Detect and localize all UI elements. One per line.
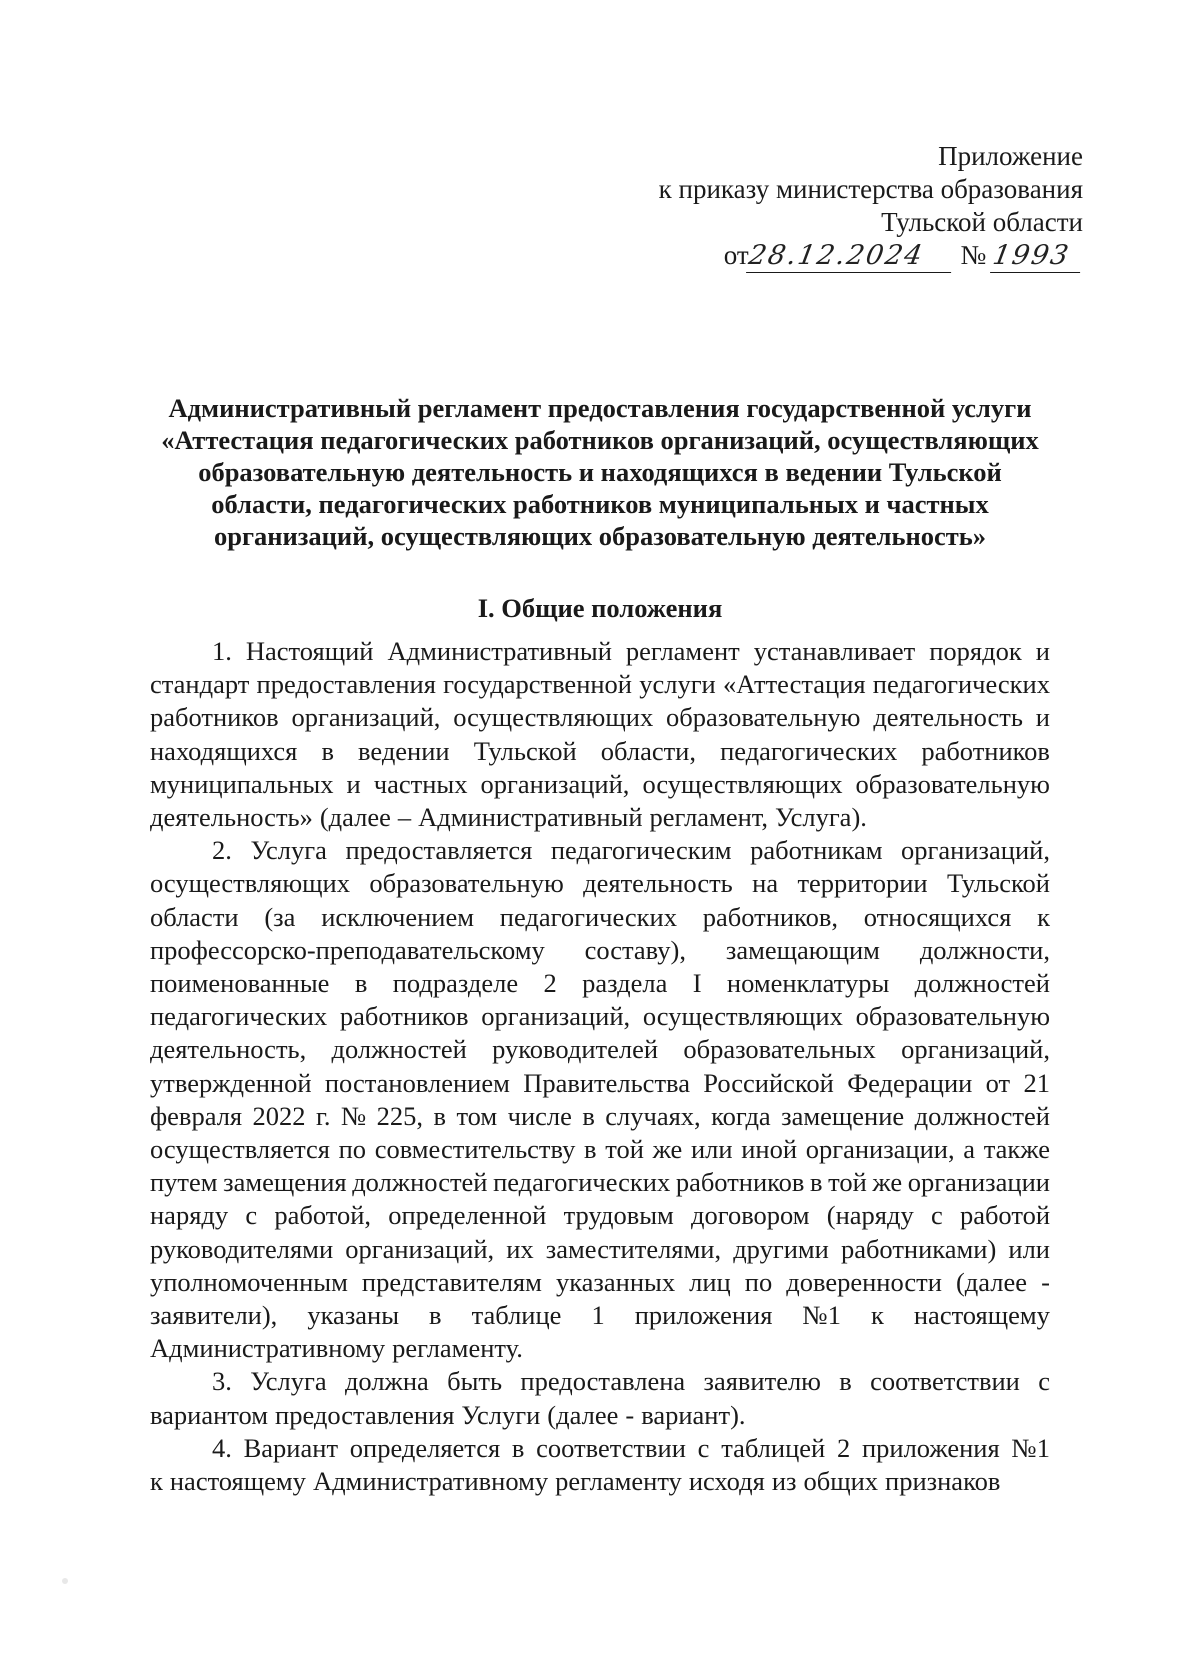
word: работниками)	[840, 1233, 997, 1264]
word: Административный	[387, 636, 612, 666]
word: -	[625, 1399, 635, 1430]
paragraph-number: 3.	[212, 1366, 232, 1397]
word: приложения	[861, 1432, 1000, 1463]
paragraph-line	[150, 768, 1050, 801]
region-name: Тульской области	[881, 207, 1083, 237]
paragraph-line	[150, 701, 1050, 734]
paragraph-line	[150, 1432, 1050, 1465]
word: устанавливает	[753, 636, 916, 666]
word: же	[652, 1134, 683, 1165]
word: заявители),	[150, 1300, 278, 1331]
paragraph-number: 4.	[212, 1432, 232, 1463]
word: с	[930, 1200, 943, 1231]
word: организаций,	[291, 702, 441, 733]
word: предоставления	[256, 669, 436, 700]
word: организаций,	[901, 1034, 1050, 1065]
word: составу),	[584, 934, 686, 965]
word: (далее	[955, 1266, 1028, 1297]
word: Правительства	[523, 1067, 690, 1098]
word: на	[752, 868, 779, 899]
word: –	[397, 802, 412, 833]
word: утвержденной	[150, 1067, 312, 1098]
word: лиц	[689, 1266, 731, 1297]
word: к	[1037, 901, 1050, 932]
paragraph-line	[150, 1166, 1050, 1199]
word: их	[506, 1233, 534, 1264]
word: №	[340, 1100, 367, 1131]
word: руководителей	[492, 1034, 659, 1065]
word: с	[697, 1432, 710, 1463]
word: частных	[373, 768, 468, 799]
word: профессорско-преподавательскому	[150, 934, 545, 965]
word: предоставлена	[520, 1366, 686, 1397]
word: организаций,	[480, 768, 630, 799]
word: и	[1035, 702, 1050, 733]
word: относящихся	[863, 901, 1012, 932]
word: и	[1035, 636, 1050, 666]
date-prefix: от	[723, 240, 749, 270]
word: педагогических	[720, 735, 898, 766]
word: договором	[691, 1200, 810, 1231]
word: работников,	[702, 901, 838, 932]
word: предоставления	[275, 1399, 455, 1430]
word: (далее	[547, 1399, 619, 1430]
word: регламент	[625, 636, 740, 666]
body-text	[150, 635, 1050, 1498]
title-line: Административный регламент предоставления государственной услуги	[168, 393, 1032, 423]
word: февраля	[150, 1100, 243, 1131]
word: же	[872, 1167, 903, 1198]
word: педагогическим	[550, 835, 732, 866]
word: по	[744, 1266, 773, 1297]
word: трудовым	[563, 1200, 674, 1231]
word: в	[321, 735, 334, 766]
word: должностей	[331, 1034, 467, 1065]
word: области,	[600, 735, 696, 766]
word: также	[983, 1134, 1050, 1165]
word: 225,	[376, 1100, 424, 1131]
word: педагогических	[150, 1001, 328, 1032]
word: или	[1008, 1233, 1050, 1264]
appendix-label: Приложение	[938, 141, 1083, 171]
word: или	[690, 1134, 733, 1165]
word: замещение	[781, 1100, 905, 1131]
word: деятельность,	[150, 1034, 307, 1065]
word: в	[354, 968, 368, 999]
word: должна	[344, 1366, 429, 1397]
word: работой	[959, 1200, 1050, 1231]
word: наряду	[150, 1200, 229, 1231]
word: Тульской	[946, 868, 1050, 899]
word: «Аттестация	[722, 669, 866, 700]
word: Административному	[150, 1333, 386, 1364]
word: Федерации	[847, 1067, 973, 1098]
paragraph-line	[150, 1033, 1050, 1066]
word: должностей	[914, 968, 1050, 999]
paragraph-line	[150, 668, 1050, 701]
word: Административному	[312, 1466, 549, 1497]
word: Административный	[418, 802, 643, 833]
paragraph-line	[150, 1067, 1050, 1100]
word: постановлением	[324, 1067, 510, 1098]
word: указанных	[555, 1266, 676, 1297]
word: деятельность»	[150, 802, 313, 833]
word: настоящему	[913, 1300, 1050, 1331]
word: должности,	[919, 934, 1050, 965]
word: уполномоченным	[150, 1266, 348, 1297]
word: номенклатуры	[726, 968, 890, 999]
word: случаях,	[605, 1100, 701, 1131]
paragraph-line	[150, 1199, 1050, 1232]
word: деятельность	[583, 868, 733, 899]
word: образовательную	[666, 702, 861, 733]
word: исключением	[321, 901, 475, 932]
word: в	[582, 1100, 595, 1131]
word: по	[338, 1134, 367, 1165]
word: №1	[802, 1300, 841, 1331]
paragraph-line	[150, 901, 1050, 934]
word: замещения	[223, 1167, 347, 1198]
word: государственной	[443, 669, 632, 700]
paragraph-line	[150, 1133, 1050, 1166]
word: том	[456, 1100, 498, 1131]
word: к	[150, 1466, 163, 1497]
word: работой,	[274, 1200, 372, 1231]
word: педагогических	[499, 901, 677, 932]
paragraph-line	[150, 801, 1050, 834]
word: настоящему	[169, 1466, 306, 1497]
paragraph-line	[150, 1465, 1050, 1498]
word: услуги	[639, 669, 716, 700]
word: заявителю	[703, 1366, 821, 1397]
word: осуществляющих	[642, 768, 843, 799]
paragraph-number: 2.	[212, 835, 232, 866]
word: таблицей	[721, 1432, 826, 1463]
word: должностей	[352, 1167, 488, 1198]
word: 1	[591, 1300, 605, 1331]
word: (далее	[319, 802, 391, 833]
number-sign: №	[960, 240, 987, 270]
word: в	[511, 1432, 525, 1463]
word: 2022	[252, 1100, 306, 1131]
word: когда	[711, 1100, 771, 1131]
word: Услуги	[461, 1399, 541, 1430]
word: приложения	[634, 1300, 773, 1331]
word: той	[828, 1167, 867, 1198]
word: представителям	[361, 1266, 542, 1297]
word: Тульской	[473, 735, 577, 766]
paragraph-line	[150, 1332, 1050, 1365]
order-reference: к приказу министерства образования	[658, 174, 1083, 204]
word: признаков	[885, 1466, 1001, 1497]
word: Услуга	[250, 835, 327, 866]
word: организации	[907, 1167, 1050, 1198]
word: указаны	[307, 1300, 400, 1331]
word: организации,	[805, 1134, 955, 1165]
word: 2	[543, 968, 557, 999]
word: с	[245, 1200, 258, 1231]
word: поименованные	[150, 968, 330, 999]
paragraph-line	[150, 867, 1050, 900]
word: в	[429, 1300, 442, 1331]
word: педагогических	[493, 1167, 671, 1198]
handwritten-date: 28.12.2024	[746, 239, 957, 273]
word: раздела	[582, 968, 668, 999]
word: совместительству	[374, 1134, 576, 1165]
paragraph-line	[150, 1266, 1050, 1299]
paragraph-line	[150, 1299, 1050, 1332]
word: иной	[741, 1134, 798, 1165]
word: в	[810, 1167, 823, 1198]
word: в	[584, 1134, 597, 1165]
word: с	[1038, 1366, 1050, 1397]
word: 2	[836, 1432, 851, 1463]
word: Услуга	[250, 1366, 327, 1397]
word: числе	[507, 1100, 572, 1131]
word: организаций,	[481, 1001, 631, 1032]
word: определенной	[388, 1200, 547, 1231]
word: работников	[675, 1167, 805, 1198]
word: находящихся	[150, 735, 298, 766]
word: осуществляющих	[150, 868, 350, 899]
word: путем	[150, 1167, 218, 1198]
word: подразделе	[392, 968, 519, 999]
word: в	[433, 1100, 446, 1131]
word: стандарт	[150, 669, 250, 700]
word: регламент,	[649, 802, 768, 833]
paragraph-number: 1.	[212, 636, 232, 666]
word: образовательных	[683, 1034, 876, 1065]
word: ведении	[358, 735, 450, 766]
section-heading: I. Общие положения	[477, 593, 723, 623]
word: 21	[1023, 1067, 1050, 1098]
word: педагогических	[872, 669, 1050, 700]
word: работникам	[750, 835, 883, 866]
word: -	[1041, 1266, 1050, 1297]
word: I	[692, 968, 702, 999]
word: работников	[921, 735, 1050, 766]
word: порядок	[929, 636, 1022, 666]
word: образовательную	[855, 768, 1050, 799]
paragraph-line	[150, 635, 1050, 668]
word: Вариант	[243, 1432, 339, 1463]
paragraph-line	[150, 1233, 1050, 1266]
word: заместителями,	[545, 1233, 722, 1264]
word: вариант).	[641, 1399, 746, 1430]
paragraph-line	[150, 1365, 1050, 1398]
paragraph-line	[150, 735, 1050, 768]
word: соответствии	[536, 1432, 686, 1463]
word: другими	[733, 1233, 829, 1264]
word: деятельность	[873, 702, 1023, 733]
title-line: организаций, осуществляющих образовательную деятельность»	[213, 521, 987, 551]
word: к	[870, 1300, 884, 1331]
word: общих	[803, 1466, 879, 1497]
handwritten-order-number: 1993	[990, 239, 1086, 273]
paragraph-line	[150, 1399, 1050, 1432]
word: организаций,	[901, 835, 1050, 866]
word: осуществляющих	[453, 702, 654, 733]
scan-speck	[62, 1578, 68, 1584]
word: доверенности	[786, 1266, 942, 1297]
word: осуществляется	[150, 1134, 330, 1165]
word: в	[839, 1366, 852, 1397]
word: Настоящий	[245, 636, 374, 666]
word: №1	[1011, 1432, 1050, 1463]
word: образовательную	[369, 868, 564, 899]
word: от	[985, 1067, 1011, 1098]
word: а	[963, 1134, 976, 1165]
word: регламенту	[555, 1466, 682, 1497]
title-line: области, педагогических работников муниципальных и частных	[211, 489, 989, 519]
word: образовательную	[855, 1001, 1050, 1032]
word: должностей	[914, 1100, 1050, 1131]
word: из	[771, 1466, 797, 1497]
word: исходя	[688, 1466, 765, 1497]
word: таблице	[471, 1300, 562, 1331]
paragraph-line	[150, 967, 1050, 1000]
word: соответствии	[870, 1366, 1020, 1397]
title-line: образовательную деятельность и находящихся в ведении Тульской	[198, 457, 1002, 487]
word: быть	[447, 1366, 503, 1397]
word: регламенту.	[392, 1333, 523, 1364]
word: и	[346, 768, 361, 799]
word: работников	[150, 702, 279, 733]
word: Российской	[703, 1067, 834, 1098]
paragraph-line	[150, 1000, 1050, 1033]
word: предоставляется	[345, 835, 533, 866]
word: г.	[315, 1100, 331, 1131]
word: замещающим	[725, 934, 880, 965]
word: осуществляющих	[642, 1001, 843, 1032]
word: области	[150, 901, 239, 932]
word: определяется	[349, 1432, 501, 1463]
paragraph-line	[150, 834, 1050, 867]
word: (за	[264, 901, 296, 932]
word: (наряду	[826, 1200, 914, 1231]
word: руководителями	[150, 1233, 334, 1264]
word: вариантом	[150, 1399, 269, 1430]
document-title	[120, 392, 1080, 552]
word: территории	[797, 868, 928, 899]
title-line: «Аттестация педагогических работников организаций, осуществляющих	[161, 425, 1039, 455]
word: организаций,	[345, 1233, 495, 1264]
word: Услуга).	[775, 802, 867, 833]
word: той	[605, 1134, 644, 1165]
word: муниципальных	[150, 768, 334, 799]
order-date-number-line	[563, 239, 1083, 273]
paragraph-line	[150, 934, 1050, 967]
word: работников	[339, 1001, 469, 1032]
approval-stamp-block	[563, 140, 1083, 273]
paragraph-line	[150, 1100, 1050, 1133]
